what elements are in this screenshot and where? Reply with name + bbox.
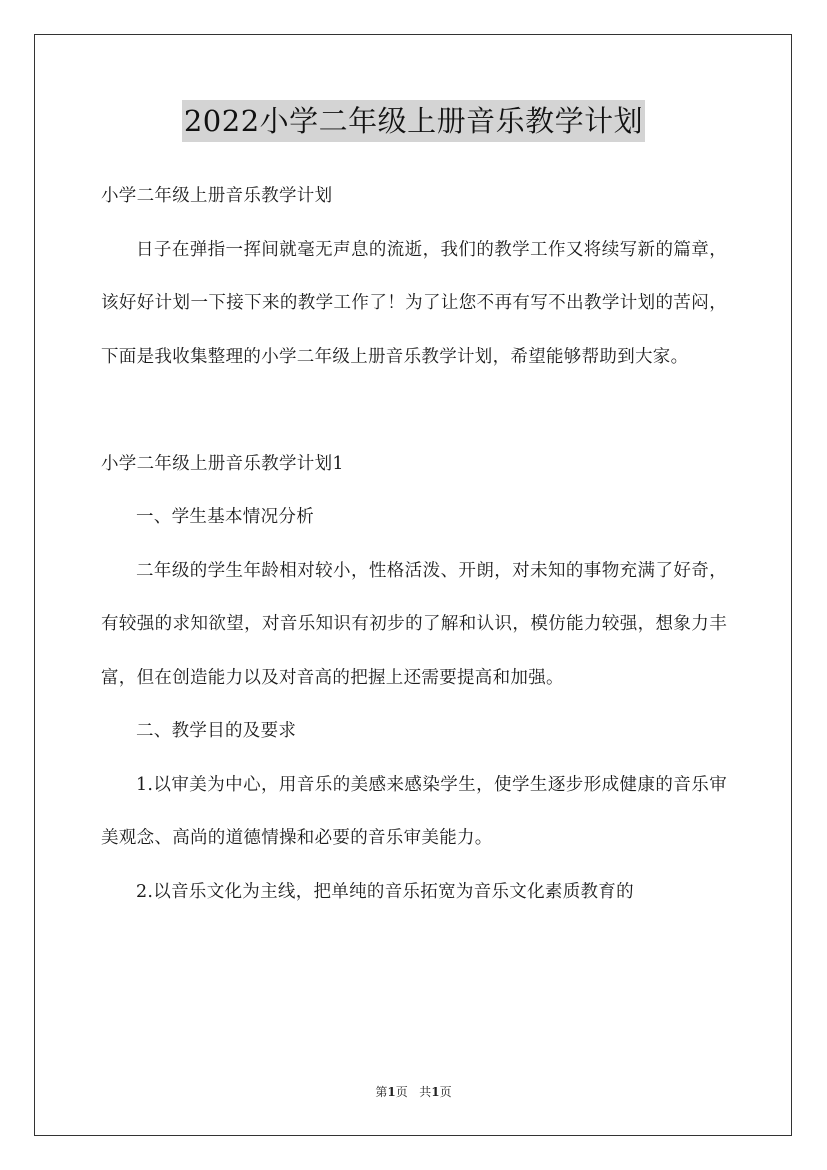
- total-prefix: 共: [419, 1085, 432, 1099]
- page-footer: [0, 1083, 827, 1101]
- page-prefix: 第: [375, 1085, 388, 1099]
- body-paragraph: 二年级的学生年龄相对较小，性格活泼、开朗，对未知的事物充满了好奇，有较强的求知欲望，对音乐知识有初步的了解和认识，模仿能力较强，想象力丰富，但在创造能力以及对音高的把握上还需要提高和加强。: [101, 560, 727, 688]
- total-suffix: 页: [439, 1085, 452, 1099]
- subsection-heading: 一、学生基本情况分析: [136, 507, 314, 527]
- title-container: [0, 100, 827, 142]
- list-item: 2.以音乐文化为主线，把单纯的音乐拓宽为音乐文化素质教育的: [136, 881, 634, 902]
- total-pages: 1: [431, 1085, 440, 1099]
- section-heading: 小学二年级上册音乐教学计划1: [101, 453, 344, 474]
- page-suffix: 页: [395, 1085, 408, 1099]
- document-body: [101, 170, 727, 919]
- section-heading: 小学二年级上册音乐教学计划: [101, 186, 333, 206]
- intro-paragraph: 日子在弹指一挥间就毫无声息的流逝，我们的教学工作又将续写新的篇章，该好好计划一下接下来的教学工作了！为了让您不再有写不出教学计划的苦闷，下面是我收集整理的小学二年级上册音乐教学计划，希望能够帮助到大家。: [101, 239, 727, 367]
- subsection-heading: 二、教学目的及要求: [136, 721, 297, 741]
- document-title: 2022小学二年级上册音乐教学计划: [182, 100, 645, 142]
- page-number: 1: [387, 1085, 396, 1099]
- blank-line: [101, 384, 727, 438]
- list-item: 1.以审美为中心，用音乐的美感来感染学生，使学生逐步形成健康的音乐审美观念、高尚的道德情操和必要的音乐审美能力。: [101, 774, 727, 848]
